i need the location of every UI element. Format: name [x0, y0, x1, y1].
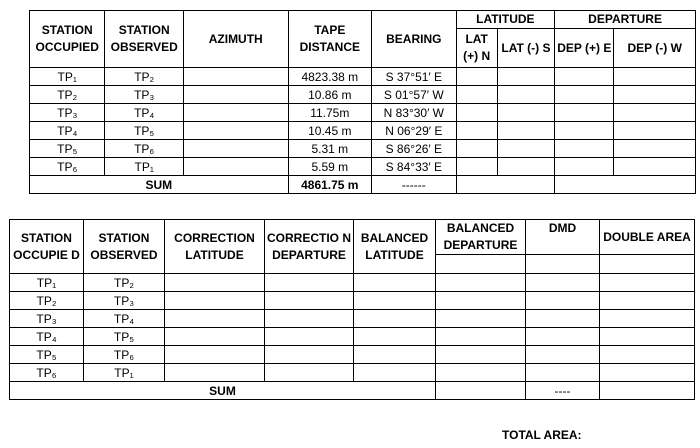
empty-cell — [526, 310, 600, 328]
header-departure: DEPARTURE — [555, 11, 696, 29]
station-observed-cell: TP₂ — [105, 68, 183, 86]
lat-plus-cell — [456, 68, 497, 86]
bearing-cell: S 86°26′ E — [372, 140, 457, 158]
distance-cell: 10.45 m — [288, 122, 372, 140]
table-row — [10, 310, 695, 328]
empty-cell — [526, 346, 600, 364]
sum-dmd: ---- — [526, 382, 600, 400]
station-occupied-cell: TP₅ — [30, 140, 105, 158]
lat-minus-cell — [497, 158, 554, 176]
empty-cell — [354, 292, 436, 310]
header-spacer — [436, 255, 526, 274]
empty-cell — [265, 310, 354, 328]
station-observed-cell: TP₁ — [84, 364, 165, 382]
table-row — [10, 292, 695, 310]
empty-cell — [354, 328, 436, 346]
header-station-occupied: STATION OCCUPIE D — [10, 220, 84, 274]
empty-cell — [600, 328, 695, 346]
empty-cell — [165, 310, 265, 328]
empty-cell — [436, 346, 526, 364]
empty-cell — [526, 364, 600, 382]
station-occupied-cell: TP₂ — [10, 292, 84, 310]
dep-plus-cell — [555, 68, 614, 86]
dep-plus-cell — [555, 122, 614, 140]
table-row — [10, 274, 695, 292]
table-row — [30, 122, 696, 140]
azimuth-cell — [183, 122, 288, 140]
dep-minus-cell — [614, 86, 696, 104]
bearing-cell: S 84°33′ E — [372, 158, 457, 176]
table-row — [10, 346, 695, 364]
station-observed-cell: TP₂ — [84, 274, 165, 292]
lat-plus-cell — [456, 86, 497, 104]
empty-cell — [526, 328, 600, 346]
empty-cell — [436, 328, 526, 346]
station-observed-cell: TP₅ — [105, 122, 183, 140]
bearing-cell: S 37°51′ E — [372, 68, 457, 86]
station-occupied-cell: TP₆ — [10, 364, 84, 382]
station-observed-cell: TP₅ — [84, 328, 165, 346]
header-correction-latitude: CORRECTION LATITUDE — [165, 220, 265, 274]
sum-balanced-departure — [436, 382, 526, 400]
empty-cell — [354, 364, 436, 382]
station-observed-cell: TP₁ — [105, 158, 183, 176]
bearing-cell: N 83°30′ W — [372, 104, 457, 122]
station-observed-cell: TP₆ — [105, 140, 183, 158]
sum-bearing: ------ — [372, 176, 457, 194]
table-row — [30, 104, 696, 122]
sum-label: SUM — [30, 176, 289, 194]
station-observed-cell: TP₃ — [84, 292, 165, 310]
empty-cell — [436, 364, 526, 382]
header-lat-plus: LAT (+) N — [456, 29, 497, 68]
header-dep-minus: DEP (-) W — [614, 29, 696, 68]
empty-cell — [600, 274, 695, 292]
empty-cell — [165, 328, 265, 346]
lat-plus-cell — [456, 104, 497, 122]
dep-plus-cell — [555, 86, 614, 104]
total-area-label: TOTAL AREA: — [502, 428, 582, 442]
station-occupied-cell: TP₅ — [10, 346, 84, 364]
header-double-area: DOUBLE AREA — [600, 220, 695, 255]
station-observed-cell: TP₄ — [84, 310, 165, 328]
lat-minus-cell — [497, 86, 554, 104]
table-row — [30, 68, 696, 86]
header-azimuth: AZIMUTH — [183, 11, 288, 68]
lat-minus-cell — [497, 122, 554, 140]
dep-plus-cell — [555, 104, 614, 122]
header-station-observed: STATION OBSERVED — [105, 11, 183, 68]
bearing-cell: S 01°57′ W — [372, 86, 457, 104]
table-row — [10, 364, 695, 382]
sum-double-area — [600, 382, 695, 400]
empty-cell — [165, 346, 265, 364]
empty-cell — [265, 346, 354, 364]
header-spacer — [600, 255, 695, 274]
lat-plus-cell — [456, 140, 497, 158]
station-occupied-cell: TP₃ — [30, 104, 105, 122]
empty-cell — [165, 364, 265, 382]
sum-row — [30, 176, 696, 194]
empty-cell — [526, 292, 600, 310]
station-observed-cell: TP₆ — [84, 346, 165, 364]
empty-cell — [265, 364, 354, 382]
station-observed-cell: TP₄ — [105, 104, 183, 122]
sum-distance: 4861.75 m — [288, 176, 372, 194]
empty-cell — [354, 346, 436, 364]
empty-cell — [600, 346, 695, 364]
empty-cell — [436, 292, 526, 310]
lat-minus-cell — [497, 68, 554, 86]
azimuth-cell — [183, 86, 288, 104]
azimuth-cell — [183, 140, 288, 158]
sum-departure — [555, 176, 696, 194]
dep-minus-cell — [614, 68, 696, 86]
header-bearing: BEARING — [372, 11, 457, 68]
empty-cell — [600, 310, 695, 328]
dep-plus-cell — [555, 140, 614, 158]
empty-cell — [600, 292, 695, 310]
header-station-occupied: STATION OCCUPIED — [30, 11, 105, 68]
header-balanced-departure: BALANCED DEPARTURE — [436, 220, 526, 255]
table-row — [10, 328, 695, 346]
azimuth-cell — [183, 104, 288, 122]
table-row — [30, 140, 696, 158]
empty-cell — [165, 274, 265, 292]
empty-cell — [354, 274, 436, 292]
empty-cell — [600, 364, 695, 382]
table-row — [30, 86, 696, 104]
empty-cell — [265, 274, 354, 292]
empty-cell — [436, 274, 526, 292]
header-dmd: DMD — [526, 220, 600, 255]
distance-cell: 11.75m — [288, 104, 372, 122]
station-occupied-cell: TP₄ — [30, 122, 105, 140]
distance-cell: 5.31 m — [288, 140, 372, 158]
traverse-table — [29, 10, 696, 194]
dep-plus-cell — [555, 158, 614, 176]
azimuth-cell — [183, 158, 288, 176]
header-balanced-latitude: BALANCED LATITUDE — [354, 220, 436, 274]
empty-cell — [265, 292, 354, 310]
dep-minus-cell — [614, 140, 696, 158]
balancing-table — [9, 219, 695, 400]
lat-minus-cell — [497, 140, 554, 158]
station-occupied-cell: TP₃ — [10, 310, 84, 328]
station-occupied-cell: TP₁ — [10, 274, 84, 292]
dep-minus-cell — [614, 104, 696, 122]
empty-cell — [354, 310, 436, 328]
lat-plus-cell — [456, 122, 497, 140]
header-latitude: LATITUDE — [456, 11, 555, 29]
distance-cell: 4823.38 m — [288, 68, 372, 86]
sum-label: SUM — [10, 382, 436, 400]
header-tape-distance: TAPE DISTANCE — [288, 11, 372, 68]
empty-cell — [436, 310, 526, 328]
azimuth-cell — [183, 68, 288, 86]
header-correction-departure: CORRECTIO N DEPARTURE — [265, 220, 354, 274]
table-row — [30, 158, 696, 176]
empty-cell — [265, 328, 354, 346]
dep-minus-cell — [614, 158, 696, 176]
distance-cell: 5.59 m — [288, 158, 372, 176]
station-occupied-cell: TP₂ — [30, 86, 105, 104]
bearing-cell: N 06°29′ E — [372, 122, 457, 140]
header-lat-minus: LAT (-) S — [497, 29, 554, 68]
sum-row — [10, 382, 695, 400]
header-station-observed: STATION OBSERVED — [84, 220, 165, 274]
station-occupied-cell: TP₄ — [10, 328, 84, 346]
sum-latitude — [456, 176, 555, 194]
lat-plus-cell — [456, 158, 497, 176]
station-occupied-cell: TP₁ — [30, 68, 105, 86]
empty-cell — [526, 274, 600, 292]
station-occupied-cell: TP₆ — [30, 158, 105, 176]
header-spacer — [526, 255, 600, 274]
distance-cell: 10.86 m — [288, 86, 372, 104]
empty-cell — [165, 292, 265, 310]
station-observed-cell: TP₃ — [105, 86, 183, 104]
lat-minus-cell — [497, 104, 554, 122]
header-dep-plus: DEP (+) E — [555, 29, 614, 68]
dep-minus-cell — [614, 122, 696, 140]
